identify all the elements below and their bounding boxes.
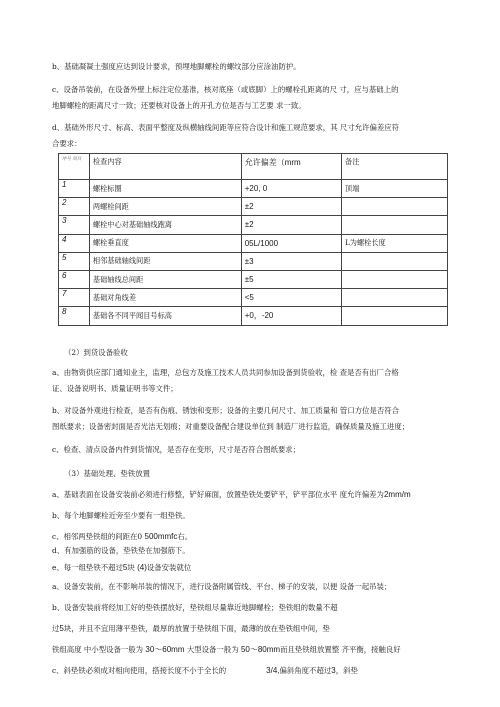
section2-a-line2: 证、设备说明书、质量证明书等文件； [52,384,178,393]
number-span: 500mmfc [144,532,178,541]
row-note: 顶端 [342,180,448,198]
table-row [59,216,448,234]
paragraph-c-line1: c、设备吊装前，在设备外壁上标注定位基准，核对底座（或底脚）上的螺栓孔距离的尺 寸，应与基础上的 [52,85,399,94]
paragraph-d-line2: 合要求： [52,139,82,148]
row-number: 2 [59,198,90,216]
text-span: c、相邻两垫铁组的间距在0 [52,532,145,541]
row-number: 7 [59,289,90,307]
section2-c-line1: c、检查、清点设备内件到货情况，是否存在变形，尺寸是否符合图纸要求； [52,445,301,454]
paragraph-d-line1: d、基础外形尺寸、标高、表面平整度及纵横轴线间距等应符合设计和施工规范要求，其 尺寸允许偏差应符 [52,123,400,132]
number-span: 5 [59,624,64,633]
table-header-row [59,154,448,180]
table-header-tolerance: 允许偏差（mrm [241,154,341,180]
text-span: 设备安装就位 [146,563,192,572]
text-span: 偏斜角度不超过 [279,666,332,675]
section4-a-line1: a、设备安装前，在不影响吊装的情况下，进行设备附属管线、平台、梯子的安装，以便 设备一起吊装； [52,582,392,591]
row-number: 4 [59,234,90,252]
row-item: 两螺栓间距 [89,198,241,216]
table-row [59,234,448,252]
table-row [59,252,448,270]
section4-b-line3 [52,645,472,655]
table-header-note: 备注 [342,154,448,180]
row-note [342,216,448,234]
number-span: (4) [137,563,147,572]
tolerance-table [58,153,448,326]
text-span: c、斜垫铁必须成对相向使用，搭接长度不小于全长的 [52,666,227,675]
table-row [59,198,448,216]
section3-b-line1: b、每个地脚螺栓近旁至少要有一组垫铁。 [52,511,190,520]
table-header-no: 序号 项目 [59,154,90,180]
text-span: 大型设备一般为 [184,645,241,654]
row-tolerance: +20, 0 [241,180,341,198]
row-number: 8 [59,307,90,325]
row-tolerance: ±2 [241,198,341,216]
text-span: 过 [52,624,60,633]
section3-c-line1 [52,532,472,542]
section2-b-line1: b、对设备外观进行检查，是否有伤痕、锈蚀和变形；设备的主要几何尺寸、加工质量和 管口方位是否符合 [52,406,400,415]
section4-c-line1 [52,666,472,676]
number-span: 30〜60mm [145,645,185,654]
text-span: a、基础表面在设备安装前必须进行修整，铲好麻面，放置垫铁处要铲平，铲平部位水平 度允许偏差为 [52,490,384,499]
row-tolerance: ±5 [241,270,341,288]
table-header-item: 检查内容 [89,154,241,180]
text-span: e、每一组垫铁不超过 [52,563,123,572]
row-note [342,252,448,270]
section4-b-line1: b、设备安装前将经加工好的垫铁摆放好，垫铁组尽量靠近地脚螺栓；垫铁组的数量不超 [52,603,338,612]
text-span: 而且垫铁组放置整 齐平衡，接触良好 [280,645,401,654]
section2-a-line1: a、由物资供应部门通知业主，监理，总包方及施工技术人员共同参加设备到货验收，检 查是否有出厂合格 [52,368,399,377]
text-span: 块，并且不宜用薄平垫铁，最厚的放置于垫铁组下面，最薄的放在垫铁组中间，垫 [63,624,330,633]
paragraph-c-line2: 地脚螺栓的距离尺寸一致；还要核对设备上的开孔方位是否与工艺要 求一致。 [52,101,306,110]
row-tolerance: +0，-20 [241,307,341,325]
row-tolerance: ±3 [241,252,341,270]
number-span: 5 [122,563,128,572]
row-note: L为螺栓长度 [342,234,448,252]
row-item: 基础轴线总间距 [89,270,241,288]
text-span: 右。 [177,532,193,541]
text-span: ，斜垫 [335,666,358,675]
row-item: 相邻基础轴线间距 [89,252,241,270]
row-number: 1 [59,180,90,198]
row-tolerance: 05L/1000 [241,234,341,252]
row-tolerance: ±2 [241,216,341,234]
table-row [59,307,448,325]
section2-b-line2: 图纸要求；设备密封面是否光洁无划痕；对重要设备配合建设单位到 制造厂进行监造，确保质量及施工进度； [52,422,410,431]
row-item: 螺栓标圈 [89,180,241,198]
number-span: 2mm/m [383,490,411,499]
row-note [342,270,448,288]
section3-heading: （3）基础处理、垫铁放置 [64,469,151,478]
row-item: 基础对角线差 [89,289,241,307]
row-item: 基础各不同平闻目号标高 [89,307,241,325]
section4-b-line2 [52,624,472,634]
table-row [59,180,448,198]
number-span: 50〜80mm [240,645,281,654]
row-note [342,307,448,325]
section2-heading: （2）到货设备验收 [64,348,128,357]
row-number: 3 [59,216,90,234]
row-item: 螺栓垂直度 [89,234,241,252]
text-span: 块 [127,563,138,572]
table-row [59,270,448,288]
section3-e-line1 [52,563,472,573]
row-note [342,198,448,216]
row-number: 5 [59,252,90,270]
row-note [342,289,448,307]
row-number: 6 [59,270,90,288]
number-span: 3 [331,666,336,675]
number-span: 3/4, [266,666,280,675]
text-span: 铁组高度 中小型设备一般为 [52,645,146,654]
table-row [59,289,448,307]
paragraph-b-concrete: b、基础凝凝土强度应达到设计要求，预埋地脚螺栓的螺纹部分应涂油防护。 [52,62,301,71]
section3-a-line1 [52,490,472,500]
section3-d-line1: d、有加强筋的设备，垫铁垫在加强筋下。 [52,546,190,555]
row-item: 螺栓中心对基础轴线跑离 [89,216,241,234]
row-tolerance: <5 [241,289,341,307]
